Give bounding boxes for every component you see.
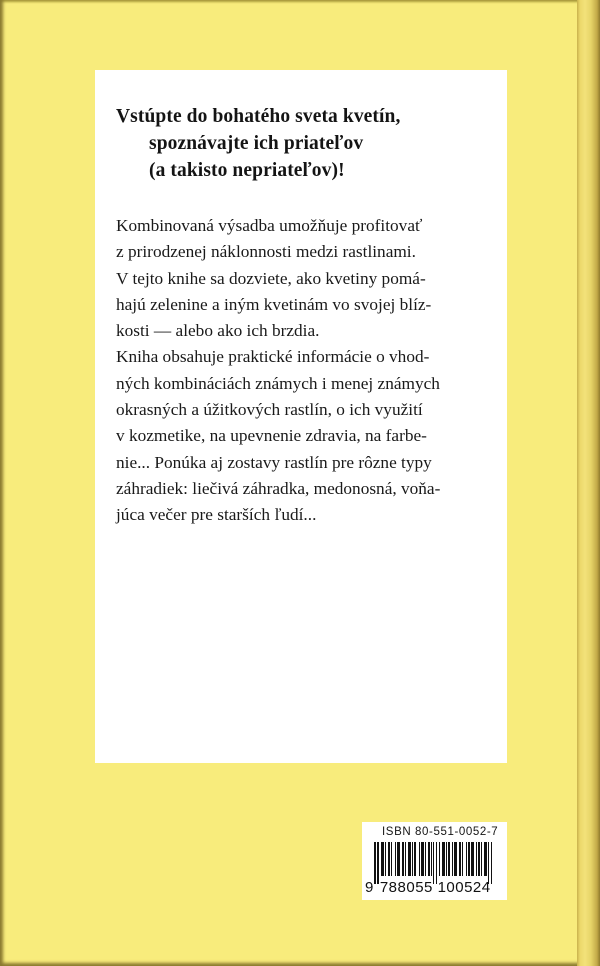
isbn-barcode: [362, 822, 507, 900]
body-line: V tejto knihe sa dozviete, ako kvetiny pomá-: [116, 268, 426, 288]
barcode-icon: [374, 842, 502, 882]
ean-digits: 788055 100524: [379, 879, 491, 896]
body-line: Kombinovaná výsadba umožňuje profitovať: [116, 216, 423, 235]
body-line: hajú zelenine a iným kvetinám vo svojej blíz-: [116, 294, 432, 314]
headline-line-3: (a takisto nepriateľov)!: [149, 160, 345, 181]
isbn-label: ISBN 80-551-0052-7: [382, 826, 499, 838]
body-line: júca večer pre starších ľudí...: [116, 505, 317, 525]
body-line: Kniha obsahuje praktické informácie o vhod-: [116, 347, 430, 367]
blurb-body: [116, 213, 506, 529]
body-line: v kozmetike, na upevnenie zdravia, na farbe-: [116, 426, 427, 446]
body-line: z prirodzenej náklonnosti medzi rastlinami.: [116, 242, 416, 262]
headline: [116, 103, 400, 184]
body-line: ných kombináciách známych i menej známych: [116, 373, 440, 393]
blurb-panel: [95, 70, 507, 763]
ean-first-digit: 9: [365, 879, 374, 896]
body-line: okrasných a úžitkových rastlín, o ich využití: [116, 400, 423, 420]
spine-edge: [577, 0, 600, 966]
body-line: nie... Ponúka aj zostavy rastlín pre rôzne typy: [116, 452, 432, 472]
headline-line-2: spoznávajte ich priateľov: [149, 133, 364, 154]
ean-number: [365, 879, 491, 896]
headline-line-1: Vstúpte do bohatého sveta kvetín,: [116, 106, 401, 127]
body-line: kosti — alebo ako ich brzdia.: [116, 321, 320, 341]
body-line: záhradiek: liečivá záhradka, medonosná, voňa-: [116, 478, 441, 498]
